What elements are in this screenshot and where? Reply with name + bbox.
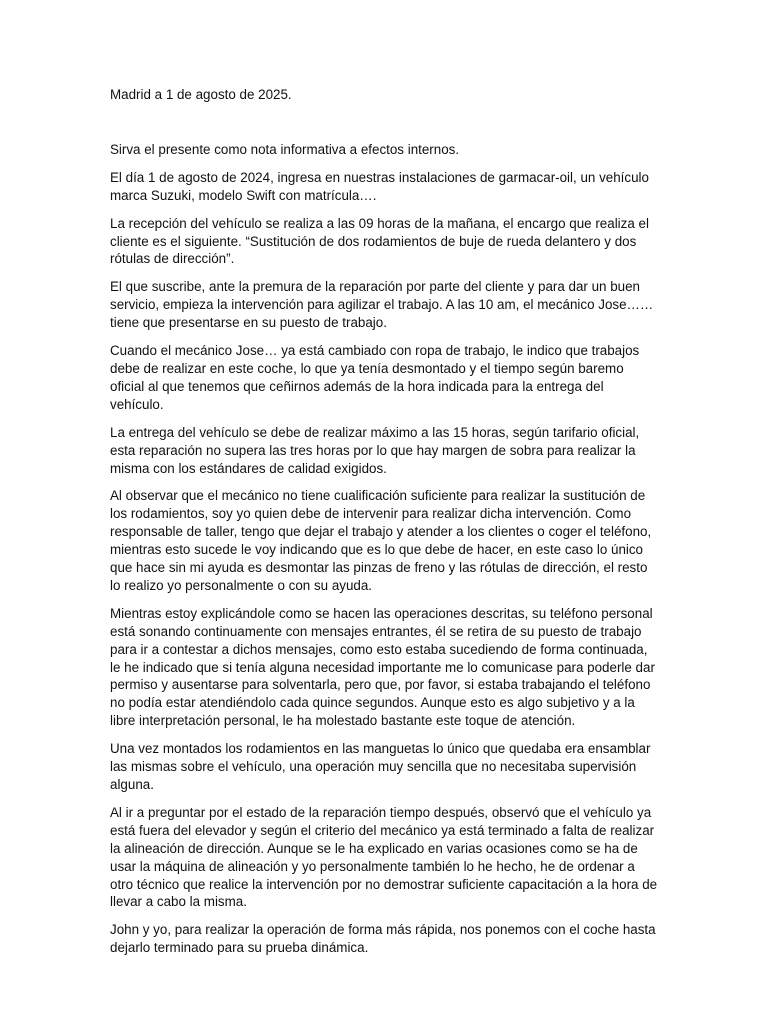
document-body [110,86,658,967]
paragraph-reception: La recepción del vehículo se realiza a las 09 horas de la mañana, el encargo que realiza el cliente es el siguiente. “Sustitución de dos rodamientos de buje de rueda delantero y dos rótulas de dirección”. [110,215,649,267]
paragraph-intervention-start: El que suscribe, ante la premura de la reparación por parte del cliente y para dar un buen servicio, empieza la intervención para agilizar el trabajo. A las 10 am, el mecánico Jose…… tiene que presentarse en su puesto de trabajo. [110,279,654,331]
paragraph-delivery-time: La entrega del vehículo se debe de realizar máximo a las 15 horas, según tarifario oficial, esta reparación no supera las tres horas por lo que hay margen de sobra para realizar la misma con los estándares de calidad exigidos. [110,424,640,476]
paragraph-conclusion: John y yo, para realizar la operación de forma más rápida, nos ponemos con el coche hasta dejarlo terminado para su prueba dinámica. [110,922,656,956]
paragraph-qualification: Al observar que el mecánico no tiene cualificación suficiente para realizar la sustitución de los rodamientos, soy yo quien debe de intervenir para realizar dicha intervención. Como responsable de taller, tengo que dejar el trabajo y atender a los clientes o coger el teléfono, mientras esto sucede le voy indicando que es lo que debe de hacer, en este caso lo único que hace sin mi ayuda es desmontar las pinzas de freno y las rótulas de dirección, el resto lo realizo yo personalmente o con su ayuda. [110,488,652,593]
paragraph-vehicle-arrival: El día 1 de agosto de 2024, ingresa en nuestras instalaciones de garmacar-oil, un vehículo marca Suzuki, modelo Swift con matrícula…. [110,169,649,203]
paragraph-assembly: Una vez montados los rodamientos en las manguetas lo único que quedaba era ensamblar las mismas sobre el vehículo, una operación muy sencilla que no necesitaba supervisión alguna. [110,741,651,792]
paragraph-instructions: Cuando el mecánico Jose… ya está cambiado con ropa de trabajo, le indico que trabajos debe de realizar en este coche, lo que ya tenía desmontado y el tiempo según baremo oficial al que tenemos que ceñirnos además de la hora indicada para la entrega del vehículo. [110,343,640,412]
paragraph-phone-use: Mientras estoy explicándole como se hacen las operaciones descritas, su teléfono personal está sonando continuamente con mensajes entrantes, él se retira de su puesto de trabajo para ir a contestar a dichos mensajes, como esto estaba sucediendo de forma continuada, le he indicado que si tenía alguna necesidad importante me lo comunicase para poderle dar permiso y ausentarse para solventarla, pero que, por favor, si estaba trabajando el teléfono no podía estar atendiéndolo cada quince segundos. Aunque esto es algo subjetivo y a la libre interpretación personal, le ha molestado bastante este toque de atención. [110,605,655,729]
date-line: Madrid a 1 de agosto de 2025. [110,87,292,102]
paragraph-alignment: Al ir a preguntar por el estado de la reparación tiempo después, observó que el vehículo ya está fuera del elevador y según el criterio del mecánico ya está terminado a falta de realizar la alineación de dirección. Aunque se le ha explicado en varias ocasiones como se ha de usar la máquina de alineación y yo personalmente también lo he hecho, he de ordenar a otro técnico que realice la intervención por no demostrar suficiente capacitación a la hora de llevar a cabo la misma. [110,804,658,910]
paragraph-intro: Sirva el presente como nota informativa a efectos internos. [110,141,460,157]
